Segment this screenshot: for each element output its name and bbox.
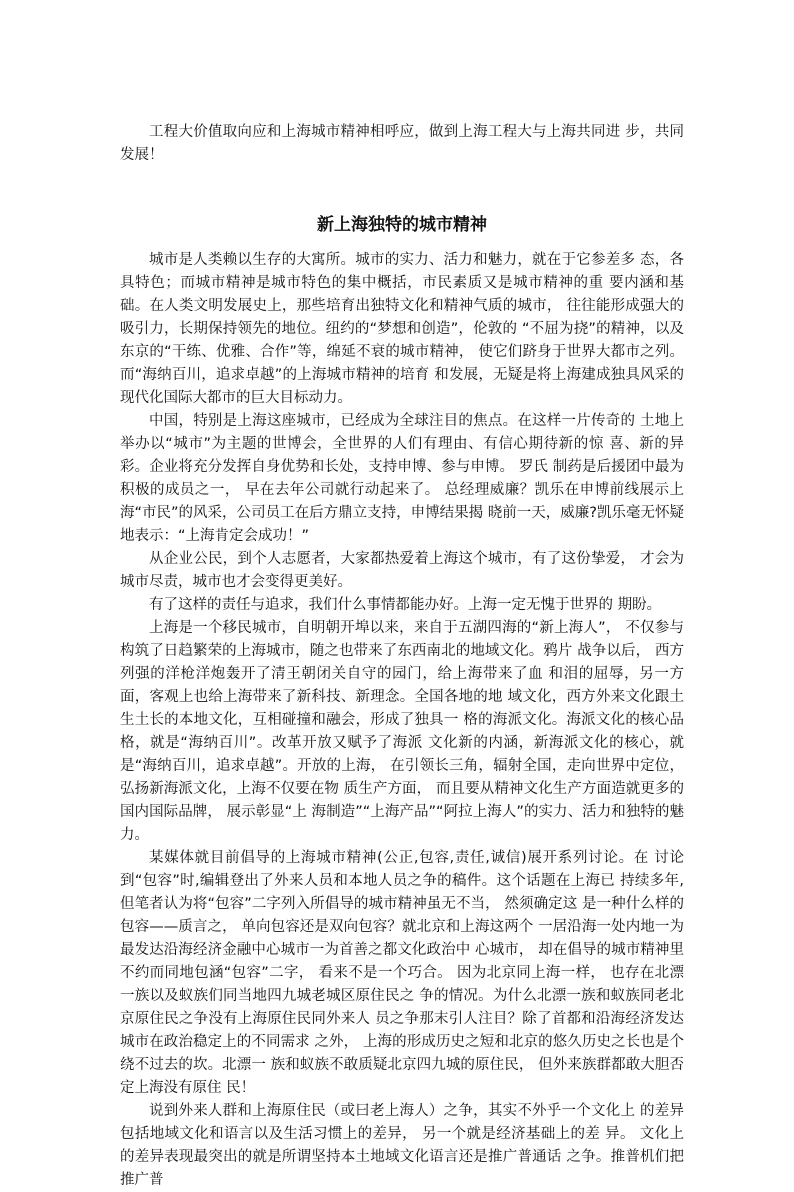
body-paragraph: 某媒体就目前倡导的上海城市精神(公正,包容,责任,诚信)展开系列讨论。在 讨论到“包容”时,编辑登出了外来人员和本地人员之争的稿件。这个话题在上海已 持续多年,但笔者认为将“包容”二字列入所倡导的城市精神虽无不当， 然须确定这 是一种什么样的包容——质言之， 单向包容还是双向包容？就北京和上海这两个 一居沿海一处内地一为最发达沿海经济金融中心城市一为首善之都文化政治中 心城市， 却在倡导的城市精神里不约而同地包涵“包容”二字， 看来不是一个巧合。 因为北京同上海一样， 也存在北漂一族以及蚁族们同当地四九城老城区原住民之 争的情况。为什么北漂一族和蚁族同老北京原住民之争没有上海原住民同外来人 员之争那末引人注目？除了首都和沿海经济发达城市在政治稳定上的不同需求 之外， 上海的形成历史之短和北京的悠久历史之长也是个绕不过去的坎。北漂一 族和蚁族不敢质疑北京四九城的原住民， 但外来族群都敢大胆否定上海没有原住 民！	[120, 850, 684, 1096]
body-paragraph: 从企业公民，到个人志愿者，大家都热爱着上海这个城市，有了这份挚爱， 才会为城市尽责，城市也才会变得更美好。	[120, 551, 684, 590]
body-paragraph: 中国，特别是上海这座城市，已经成为全球注目的焦点。在这样一片传奇的 土地上举办以“城市”为主题的世博会，全世界的人们有理由、有信心期待新的惊 喜、新的异彩。企业将充分发挥自身优势和长处，支持申博、参与申博。 罗氏 制药是后援团中最为积极的成员之一， 早在去年公司就行动起来了。 总经理威廉？凯乐在申博前线展示上海“市民”的风采，公司员工在后方鼎立支持，申博结果揭 晓前一天，威廉?凯乐毫无怀疑地表示：“上海肯定会成功！”	[120, 413, 684, 544]
article-body	[120, 249, 684, 1192]
body-paragraph: 说到外来人群和上海原住民（或曰老上海人）之争，其实不外乎一个文化上 的差异包括地域文化和语言以及生活习惯上的差异， 另一个就是经济基础上的差 异。 文化上的差异表现最突出的就是所谓坚持本土地域文化语言还是推广普通话 之争。推普机们把推广普	[120, 1103, 684, 1188]
body-paragraph: 上海是一个移民城市，自明朝开埠以来，来自于五湖四海的“新上海人”， 不仅参与构筑了日趋繁荣的上海城市，随之也带来了东西南北的地域文化。鸦片 战争以后， 西方列强的洋枪洋炮轰开了清王朝闭关自守的园门，给上海带来了血 和泪的屈辱，另一方面，客观上也给上海带来了新科技、新理念。全国各地的地 域文化，西方外来文化跟土生土长的本地文化，互相碰撞和融会，形成了独具一 格的海派文化。海派文化的核心品格，就是“海纳百川”。改革开放又赋予了海派 文化新的内涵，新海派文化的核心，就是“海纳百川，追求卓越”。开放的上海， 在引领长三角，辐射全国，走向世界中定位，弘扬新海派文化，上海不仅要在物 质生产方面， 而且要从精神文化生产方面造就更多的国内国际品牌， 展示彰显“上 海制造”“上海产品”“阿拉上海人”的实力、活力和独特的魅力。	[120, 620, 684, 843]
article-title: 新上海独特的城市精神	[317, 215, 487, 235]
document-page	[120, 121, 684, 1192]
body-paragraph: 有了这样的责任与追求，我们什么事情都能办好。上海一定无愧于世界的 期盼。	[149, 597, 662, 613]
body-paragraph: 城市是人类赖以生存的大寓所。城市的实力、活力和魅力，就在于它参差多 态，各具特色；而城市精神是城市特色的集中概括，市民素质又是城市精神的重 要内涵和基础。在人类文明发展史上，那些培育出独特文化和精神气质的城市， 往往能形成强大的吸引力，长期保持领先的地位。纽约的“梦想和创造”，伦敦的 “不屈为挠”的精神，以及东京的“干练、优雅、合作”等，绵延不衰的城市精神， 使它们跻身于世界大都市之列。而“海纳百川，追求卓越”的上海城市精神的培育 和发展，无疑是将上海建成独具风采的现代化国际大都市的巨大目标动力。	[120, 252, 684, 406]
intro-paragraph: 工程大价值取向应和上海城市精神相呼应，做到上海工程大与上海共同进 步，共同发展！	[120, 124, 684, 163]
